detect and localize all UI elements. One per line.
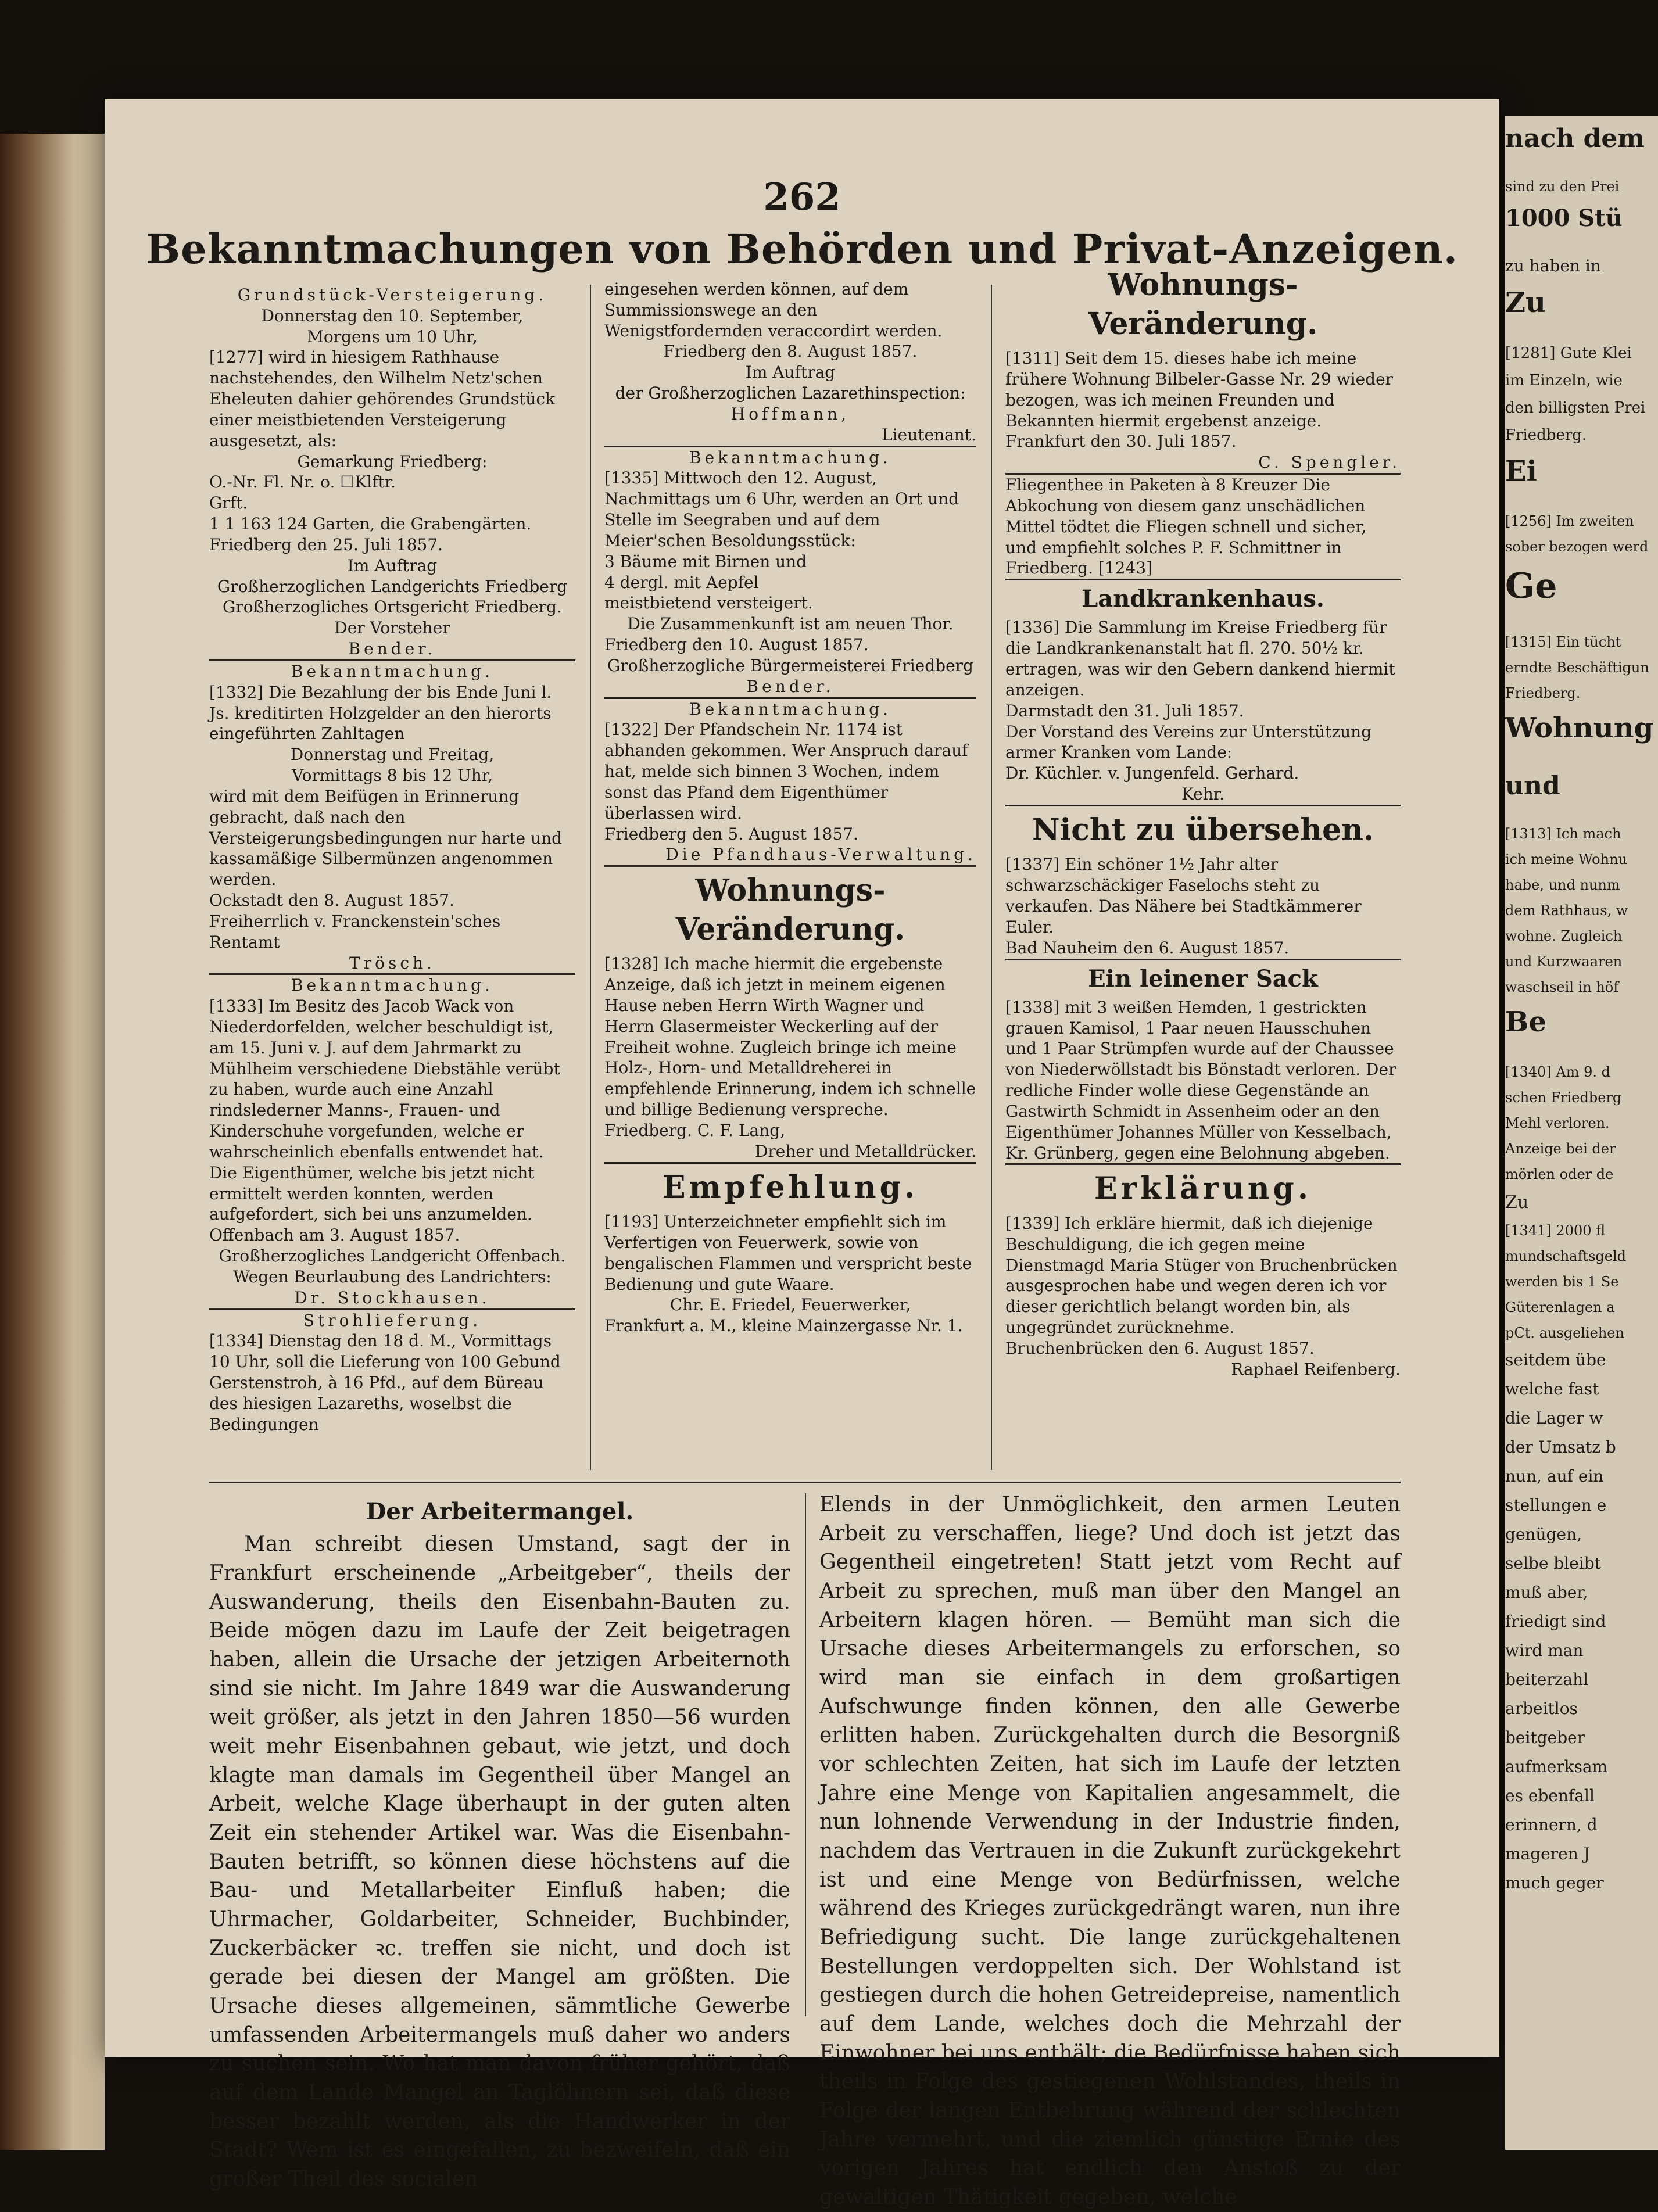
adjacent-page-fragment: werden bis 1 Se	[1505, 1274, 1619, 1290]
adjacent-page-fragment: Ge	[1505, 566, 1557, 607]
notice-line: [1333] Im Besitz des Jacob Wack von Niederdorfelden, welcher beschuldigt ist, am 15. Juni v. J. auf dem Jahrmarkt zu Mühlheim verschiedene Diebstähle verübt zu haben, wurde auch eine Anzahl rindslederner Manns-, Frauen- und Kinderschuhe vorgefunden, welche er wahrscheinlich ebenfalls entwendet hat. Die Eigenthümer, welche bis jetzt nicht ermittelt werden konnten, werden aufgefordert, sich bei uns anzumelden.	[209, 996, 560, 1224]
book-spine	[0, 134, 105, 2150]
newspaper-page	[105, 99, 1499, 2210]
adjacent-page-fragment: welche fast	[1505, 1379, 1599, 1399]
notice-line: Bekanntmachung.	[291, 976, 493, 995]
adjacent-page-fragment: Ei	[1505, 455, 1537, 487]
page-header: Bekanntmachungen von Behörden und Privat-Anzeigen.	[145, 225, 1459, 273]
adjacent-page-fragment: seitdem übe	[1505, 1350, 1606, 1369]
section-rule	[604, 1162, 976, 1164]
notice-line: Bad Nauheim den 6. August 1857.	[1005, 938, 1290, 958]
notice-line: Gemarkung Friedberg:	[297, 451, 488, 471]
notice-line: Friedberg. C. F. Lang,	[604, 1120, 786, 1140]
notice-line: Dr. Stockhausen.	[294, 1288, 490, 1307]
notice-line: Offenbach am 3. August 1857.	[209, 1225, 460, 1245]
adjacent-page-fragment: [1340] Am 9. d	[1505, 1064, 1611, 1080]
adjacent-page-fragment: schen Friedberg	[1505, 1089, 1622, 1106]
adjacent-page-fragment: es ebenfall	[1505, 1786, 1595, 1805]
article-text-left: Man schreibt diesen Umstand, sagt der in Frankfurt erscheinende „Arbeitgeber“, theils der Auswanderung, theils den Eisenbahn-Bauten zu. Beide mögen dazu im Laufe der Zeit beigetragen haben, allein die Ursache der jetzigen Arbeiternoth sind sie nicht. Im Jahre 1849 war die Auswanderung weit größer, als jetzt in den Jahren 1850—56 wurden weit mehr Eisenbahnen gebaut, wie jetzt, und doch klagte man damals im Gegentheil über Mangel an Arbeit, welche Klage überhaupt in der guten alten Zeit ein stehender Artikel war. Was die Eisenbahn-Bauten betrifft, so können diese höchstens auf die Bau- und Metallarbeiter Einfluß haben; die Uhrmacher, Goldarbeiter, Schneider, Buchbinder, Zuckerbäcker ꝛc. treffen sie nicht, und doch ist gerade bei diesen der Mangel am größten. Die Ursache dieses allgemeinen, sämmtliche Gewerbe umfassenden Arbeitermangels muß daher wo anders zu suchen sein. Wo hat man davon früher gehört, daß auf dem Lande Mangel an Taglöhnern sei, daß diese besser bezahlt werden, als die Handwerker in der Stadt? Wem ist es eingefallen, zu bezweifeln, daß ein großer Theil des socialen	[209, 1532, 790, 2191]
notice-line: Wegen Beurlaubung des Landrichters:	[233, 1267, 552, 1286]
adjacent-page-fragment: sind zu den Prei	[1505, 178, 1620, 195]
notice-line: Strohlieferung.	[303, 1310, 482, 1330]
adjacent-page-fragment: die Lager w	[1505, 1408, 1603, 1428]
adjacent-page-fragment: 1000 Stü	[1505, 205, 1623, 232]
notice-line: [1311] Seit dem 15. dieses habe ich meine frühere Wohnung Bilbeler-Gasse Nr. 29 wieder bezogen, was ich meinen Freunden und Bekannten hiermit ergebenst anzeige.	[1005, 349, 1394, 431]
notice-line: [1334] Dienstag den 18 d. M., Vormittags 10 Uhr, soll die Lieferung von 100 Gebund Gerstenstroh, à 16 Pfd., auf dem Büreau des hiesigen Lazareths, woselbst die Bedingungen	[209, 1331, 561, 1434]
adjacent-page-fragment: beiterzahl	[1505, 1670, 1589, 1689]
adjacent-page-fragment: mörlen oder de	[1505, 1166, 1614, 1182]
notice-line: Wohnungs-Veränderung.	[1088, 267, 1318, 342]
notice-line: eingesehen werden können, auf dem Summissionswege an den Wenigstfordernden veraccordirt werden.	[604, 279, 943, 340]
notice-line: Hoffmann,	[730, 404, 850, 424]
column-divider	[590, 285, 591, 1470]
notice-line: Der Vorstand des Vereins zur Unterstützung armer Kranken vom Lande:	[1005, 722, 1372, 762]
notice-line: [1277] wird in hiesigem Rathhause nachstehendes, den Wilhelm Netz'schen Eheleuten dahier gehörendes Grundstück einer meistbietenden Versteigerung ausgesetzt, als:	[209, 347, 555, 450]
notice-line: C. Spengler.	[1258, 453, 1401, 472]
adjacent-page-fragment: aufmerksam	[1505, 1757, 1608, 1776]
notice-line: Die Pfandhaus-Verwaltung.	[665, 845, 976, 865]
notice-line: Friedberg den 10. August 1857.	[604, 635, 869, 655]
notice-line: Vormittags 8 bis 12 Uhr,	[291, 766, 493, 786]
notice-line: Im Auftrag	[347, 555, 438, 575]
notice-line: Landkrankenhaus.	[1082, 585, 1324, 613]
notice-line: Großherzogliche Bürgermeisterei Friedberg	[607, 655, 973, 675]
article-column-divider	[805, 1493, 806, 2016]
notice-line: Großherzogliches Ortsgericht Friedberg.	[223, 597, 562, 617]
notice-line: Dreher und Metalldrücker.	[754, 1141, 976, 1161]
adjacent-page-fragment: mundschaftsgeld	[1505, 1248, 1627, 1264]
adjacent-page	[1505, 116, 1658, 2150]
notice-line: Morgens um 10 Uhr,	[307, 327, 478, 346]
notice-line: 1 1 163 124 Garten, die Grabengärten.	[209, 514, 532, 534]
notice-line: Erklärung.	[1094, 1171, 1312, 1207]
notice-line: Friedberg den 8. August 1857.	[663, 342, 918, 361]
adjacent-page-fragment: much geger	[1505, 1873, 1604, 1892]
adjacent-page-fragment: [1313] Ich mach	[1505, 826, 1621, 842]
notice-line: 3 Bäume mit Birnen und	[604, 551, 807, 571]
adjacent-page-fragment: Friedberg.	[1505, 685, 1581, 701]
notice-line: Grundstück-Versteigerung.	[237, 285, 547, 304]
adjacent-page-fragment: selbe bleibt	[1505, 1554, 1601, 1573]
adjacent-page-fragment: zu haben in	[1505, 256, 1601, 275]
notice-line: Lieutenant.	[882, 425, 976, 444]
notice-line: Großherzogliches Landgericht Offenbach.	[219, 1246, 566, 1266]
notice-line: [1336] Die Sammlung im Kreise Friedberg für die Landkrankenanstalt hat fl. 270. 50½ kr. ertragen, was wir den Gebern dankend hiermit anzeigen.	[1005, 618, 1395, 700]
adjacent-page-fragment: Mehl verloren.	[1505, 1115, 1610, 1131]
adjacent-page-fragment: [1341] 2000 fl	[1505, 1222, 1606, 1239]
notice-line: Frankfurt a. M., kleine Mainzergasse Nr. 1.	[604, 1316, 963, 1336]
section-rule	[1005, 579, 1401, 580]
notice-line: Ein leinener Sack	[1088, 965, 1318, 992]
article-left-column	[209, 1493, 790, 2194]
adjacent-page-fragment: Friedberg.	[1505, 426, 1587, 444]
adjacent-page-fragment: nun, auf ein	[1505, 1467, 1604, 1486]
notice-line: [1193] Unterzeichneter empfiehlt sich im Verfertigen von Feuerwerk, sowie von bengalischen Flammen und verspricht beste Bedienung und gute Waare.	[604, 1212, 972, 1294]
adjacent-page-fragment: mageren J	[1505, 1844, 1590, 1863]
section-rule	[1005, 959, 1401, 960]
adjacent-page-fragment: und Kurzwaaren	[1505, 953, 1623, 970]
adjacent-page-fragment: Güterenlagen a	[1505, 1299, 1615, 1315]
article-right-column	[819, 1490, 1401, 2212]
notice-line: [1338] mit 3 weißen Hemden, 1 gestrickten grauen Kamisol, 1 Paar neuen Hausschuhen und 1 Paar Strümpfen wurde auf der Chaussee von Niederwöllstadt bis Bönstadt verloren. Der redliche Finder wolle diese Gegenstände an Gastwirth Schmidt in Assenheim oder an den Eigenthümer Johannes Müller von Kesselbach, Kr. Grünberg, gegen eine Belohnung abgeben.	[1005, 997, 1396, 1163]
adjacent-page-fragment: den billigsten Prei	[1505, 399, 1646, 417]
adjacent-page-fragment: Be	[1505, 1006, 1547, 1038]
notice-line: Grft.	[209, 493, 248, 513]
notice-line: [1332] Die Bezahlung der bis Ende Juni l. Js. kreditirten Holzgelder an den hierorts eingeführten Zahltagen	[209, 682, 552, 744]
adjacent-page-fragment: friedigt sind	[1505, 1612, 1606, 1631]
section-rule	[1005, 1163, 1401, 1165]
notice-line: Trösch.	[349, 953, 435, 973]
notice-line: O.-Nr. Fl. Nr. o. ☐Klftr.	[209, 472, 396, 492]
adjacent-page-fragment: erinnern, d	[1505, 1815, 1598, 1834]
adjacent-page-fragment: und	[1505, 771, 1560, 801]
notice-line: Frankfurt den 30. Juli 1857.	[1005, 432, 1237, 451]
notice-line: meistbietend versteigert.	[604, 593, 813, 613]
notice-line: wird mit dem Beifügen in Erinnerung gebracht, daß nach den Versteigerungsbedingungen nur harte und kassamäßige Silbermünzen angenommen werden.	[209, 786, 562, 890]
notice-line: [1322] Der Pfandschein Nr. 1174 ist abhanden gekommen. Wer Anspruch darauf hat, melde sich binnen 3 Wochen, indem sonst das Pfand dem Eigenthümer überlassen wird.	[604, 720, 968, 823]
column-right	[1005, 261, 1401, 1380]
adjacent-page-fragment: ich meine Wohnu	[1505, 851, 1627, 867]
notice-line: Die Zusammenkunft ist am neuen Thor.	[627, 614, 954, 634]
notice-line: Bender.	[348, 639, 436, 659]
adjacent-page-fragment: [1281] Gute Klei	[1505, 345, 1632, 362]
column-middle	[604, 279, 976, 1336]
adjacent-page-fragment: genügen,	[1505, 1525, 1582, 1544]
adjacent-page-fragment: nach dem	[1505, 124, 1645, 153]
notice-line: Empfehlung.	[662, 1169, 919, 1205]
adjacent-page-fragment: Zu	[1505, 286, 1546, 319]
notice-line: Kehr.	[1181, 784, 1224, 804]
notice-line: Bekanntmachung.	[689, 447, 891, 467]
adjacent-page-fragment: [1315] Ein tücht	[1505, 634, 1621, 650]
article-title: Der Arbeitermangel.	[366, 1498, 634, 1525]
adjacent-page-fragment: Wohnung	[1505, 712, 1654, 744]
adjacent-page-fragment: dem Rathhaus, w	[1505, 902, 1628, 919]
notice-line: [1335] Mittwoch den 12. August, Nachmittags um 6 Uhr, werden an Ort und Stelle im Seegraben und auf dem Meier'schen Besoldungsstück:	[604, 468, 959, 550]
adjacent-page-fragment: Zu	[1505, 1192, 1529, 1213]
notice-line: Friedberg den 5. August 1857.	[604, 824, 858, 844]
adjacent-page-fragment: arbeitlos	[1505, 1699, 1578, 1718]
adjacent-page-fragment: sober bezogen werd	[1505, 539, 1649, 555]
adjacent-page-fragment: muß aber,	[1505, 1583, 1588, 1602]
notice-line: Bekanntmachung.	[689, 699, 891, 719]
notice-line: Ockstadt den 8. August 1857.	[209, 891, 454, 910]
notice-line: der Großherzoglichen Lazarethinspection:	[615, 383, 966, 403]
section-rule	[1005, 805, 1401, 806]
adjacent-page-fragment: beitgeber	[1505, 1728, 1585, 1747]
adjacent-page-fragment: der Umsatz b	[1505, 1437, 1616, 1457]
notice-line: Chr. E. Friedel, Feuerwerker,	[669, 1295, 911, 1315]
adjacent-page-fragment: habe, und nunm	[1505, 877, 1620, 893]
notice-line: Donnerstag den 10. September,	[261, 306, 524, 325]
notice-line: Bekanntmachung.	[291, 661, 493, 681]
adjacent-page-fragment: Anzeige bei der	[1505, 1141, 1616, 1157]
column-divider	[991, 285, 992, 1470]
section-rule	[604, 865, 976, 867]
page-number: 262	[763, 175, 841, 219]
notice-line: Wohnungs-Veränderung.	[675, 873, 905, 947]
column-left	[209, 285, 575, 1435]
notice-line: Bruchenbrücken den 6. August 1857.	[1005, 1338, 1315, 1358]
notice-line: Im Auftrag	[745, 363, 836, 382]
adjacent-page-fragment: [1256] Im zweiten	[1505, 513, 1634, 529]
article-divider	[209, 1482, 1401, 1483]
notice-line: Fliegenthee in Paketen à 8 Kreuzer Die Abkochung von diesem ganz unschädlichen Mittel tödtet die Fliegen schnell und sicher, und empfiehlt solches P. F. Schmittner in Friedberg. [1243]	[1005, 475, 1367, 578]
notice-line: Der Vorsteher	[334, 618, 450, 638]
notice-line: Friedberg den 25. Juli 1857.	[209, 535, 443, 554]
adjacent-page-fragment: im Einzeln, wie	[1505, 372, 1623, 389]
adjacent-page-fragment: waschseil in höf	[1505, 979, 1619, 995]
adjacent-page-fragment: stellungen e	[1505, 1496, 1607, 1515]
notice-line: Freiherrlich v. Franckenstein'sches Rentamt	[209, 911, 501, 952]
adjacent-page-fragment: erndte Beschäftigun	[1505, 659, 1649, 676]
adjacent-page-fragment: wohne. Zugleich	[1505, 928, 1623, 944]
notice-line: Dr. Küchler. v. Jungenfeld. Gerhard.	[1005, 763, 1299, 783]
notice-line: [1339] Ich erkläre hiermit, daß ich diejenige Beschuldigung, die ich gegen meine Dienstmagd Maria Stüger von Bruchenbrücken ausgesprochen habe und wegen deren ich vor dieser gerichtlich belangt worden bin, als ungegründet zurücknehme.	[1005, 1213, 1398, 1338]
notice-line: [1328] Ich mache hiermit die ergebenste Anzeige, daß ich jetzt in meinem eigenen Hause neben Herrn Wirth Wagner und Herrn Glasermeister Weckerling auf der Freiheit wohne. Zugleich bringe ich meine Holz-, Horn- und Metalldreherei in empfehlende Erinnerung, indem ich schnelle und billige Bedienung verspreche.	[604, 954, 976, 1120]
adjacent-page-fragment: wird man	[1505, 1641, 1584, 1660]
notice-line: Donnerstag und Freitag,	[290, 745, 495, 765]
notice-line: 4 dergl. mit Aepfel	[604, 572, 759, 592]
article-text-right: Elends in der Unmöglichkeit, den armen Leuten Arbeit zu verschaffen, liege? Und doch ist jetzt das Gegentheil eingetreten! Statt jetzt vom Recht auf Arbeit zu sprechen, muß man über den Mangel an Arbeitern klagen hören. — Bemüht man sich die Ursache dieses Arbeitermangels zu erforschen, so wird man sie einfach in dem großartigen Aufschwunge finden können, den alle Gewerbe erlitten haben. Zurückgehalten durch die Besorgniß vor schlechten Zeiten, hat sich im Laufe der letzten Jahre eine Menge von Kapitalien angesammelt, die nun lohnende Verwendung in der Industrie finden, nachdem das Vertrauen in die Zukunft zurückgekehrt ist und eine Menge von Bedürfnissen, welche während des Krieges zurückgedrängt waren, nun ihre Befriedigung sucht. Die lange zurückgehaltenen Bestellungen verdoppelten sich. Der Wohlstand ist gestiegen durch die hohen Getreidepreise, namentlich auf dem Lande, welches doch die Mehrzahl der Einwohner bei uns enthält; die Bedürfnisse haben sich theils in Folge des gestiegenen Wohlstandes, theils in Folge der langen Entbehrung während der schlechten Jahre vermehrt, und die ziemlich günstige Ernte des vorigen Jahres hat endlich den Anstoß zu der gewaltigen Thätigkeit gegeben, welche	[819, 1493, 1401, 2210]
notice-line: [1337] Ein schöner 1½ Jahr alter schwarzschäckiger Faselochs steht zu verkaufen. Das Nähere bei Stadtkämmerer Euler.	[1005, 855, 1362, 937]
notice-line: Bender.	[746, 676, 835, 696]
notice-line: Darmstadt den 31. Juli 1857.	[1005, 701, 1244, 720]
adjacent-page-fragment: pCt. ausgeliehen	[1505, 1325, 1624, 1341]
notice-line: Großherzoglichen Landgerichts Friedberg	[217, 576, 568, 596]
notice-line: Raphael Reifenberg.	[1231, 1359, 1401, 1379]
notice-line: Nicht zu übersehen.	[1032, 812, 1374, 848]
